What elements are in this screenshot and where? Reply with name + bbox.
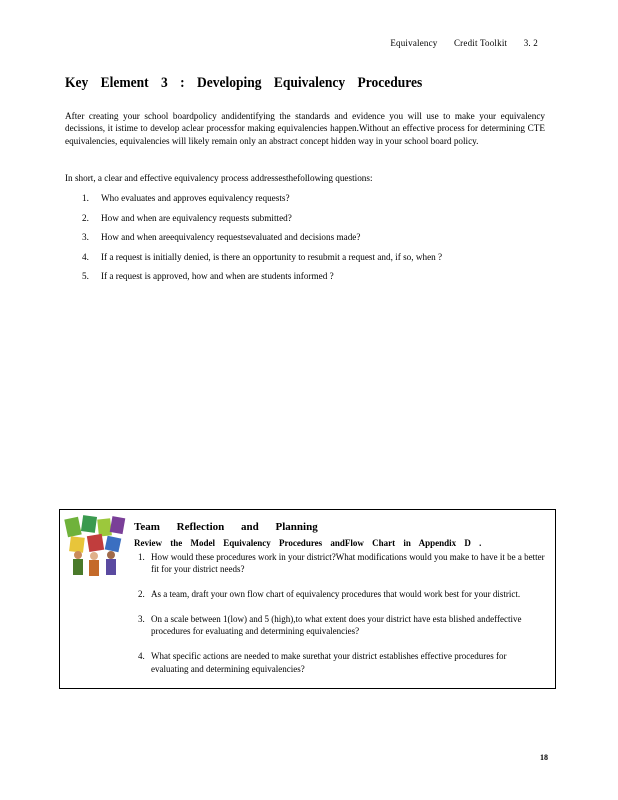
list-item — [138, 650, 546, 675]
item-number: 1. — [82, 193, 89, 203]
item-text: On a scale between 1(low) and 5 (high),to what extent does your district have esta blished andeffective procedures for evaluating and determining equivalencies? — [151, 614, 522, 637]
item-number: 3. — [82, 232, 89, 243]
item-number: 2. — [138, 589, 145, 600]
panel-subtitle: Review the Model Equivalency Procedures andFlow Chart in Appendix D . — [134, 538, 482, 548]
list-item — [138, 613, 546, 638]
reflection-list — [138, 551, 546, 687]
running-header — [376, 38, 538, 48]
intro-paragraph: After creating your school boardpolicy andidentifying the standards and evidence you will use to make your equivalency decissions, it istime to develop aclear processfor making equivalencies happen.Without an effective process for determining CTE equivalencies, equivalencies will likely remain only an abstract concept hidden way in your school board policy. — [65, 111, 545, 146]
item-number: 1. — [138, 552, 145, 562]
page-title: Key Element 3 : Developing Equivalency Procedures — [65, 75, 423, 91]
item-text: If a request is initially denied, is there an opportunity to resubmit a request and, if so, when ? — [101, 251, 443, 262]
item-number: 2. — [82, 212, 89, 223]
team-people-image — [64, 515, 126, 579]
item-number: 4. — [138, 651, 145, 662]
item-text: What specific actions are needed to make surethat your district establishes effective procedures for evaluating and determining equivalencies? — [151, 651, 507, 674]
item-text: How and when areequivalency requestsevaluated and decisions made? — [101, 232, 361, 243]
list-item — [138, 588, 546, 600]
team-reflection-panel — [59, 509, 556, 689]
list-item — [82, 193, 552, 213]
list-item — [138, 551, 546, 576]
item-number: 5. — [82, 271, 89, 282]
header-page-ref: 3. 2 — [523, 38, 538, 48]
list-item — [82, 213, 552, 233]
summary-paragraph: In short, a clear and effective equivalency process addressesthefollowing questions: — [65, 173, 373, 183]
item-text: As a team, draft your own flow chart of equivalency procedures that would work best for your district. — [151, 589, 521, 600]
list-item — [82, 232, 552, 252]
header-section: Equivalency — [390, 38, 438, 48]
item-number: 3. — [138, 614, 145, 624]
header-title: Credit Toolkit — [453, 38, 508, 48]
list-item — [82, 271, 552, 291]
item-text: How would these procedures work in your district?What modifications would you make to have it be a better fit for your district needs? — [151, 552, 545, 575]
page-number: 18 — [540, 753, 548, 762]
item-text: If a request is approved, how and when are students informed ? — [101, 271, 334, 282]
questions-list — [82, 193, 552, 291]
item-text: Who evaluates and approves equivalency requests? — [101, 193, 290, 203]
list-item — [82, 252, 552, 272]
item-number: 4. — [82, 251, 89, 262]
panel-title: Team Reflection and Planning — [134, 521, 318, 533]
item-text: How and when are equivalency requests submitted? — [101, 212, 292, 223]
